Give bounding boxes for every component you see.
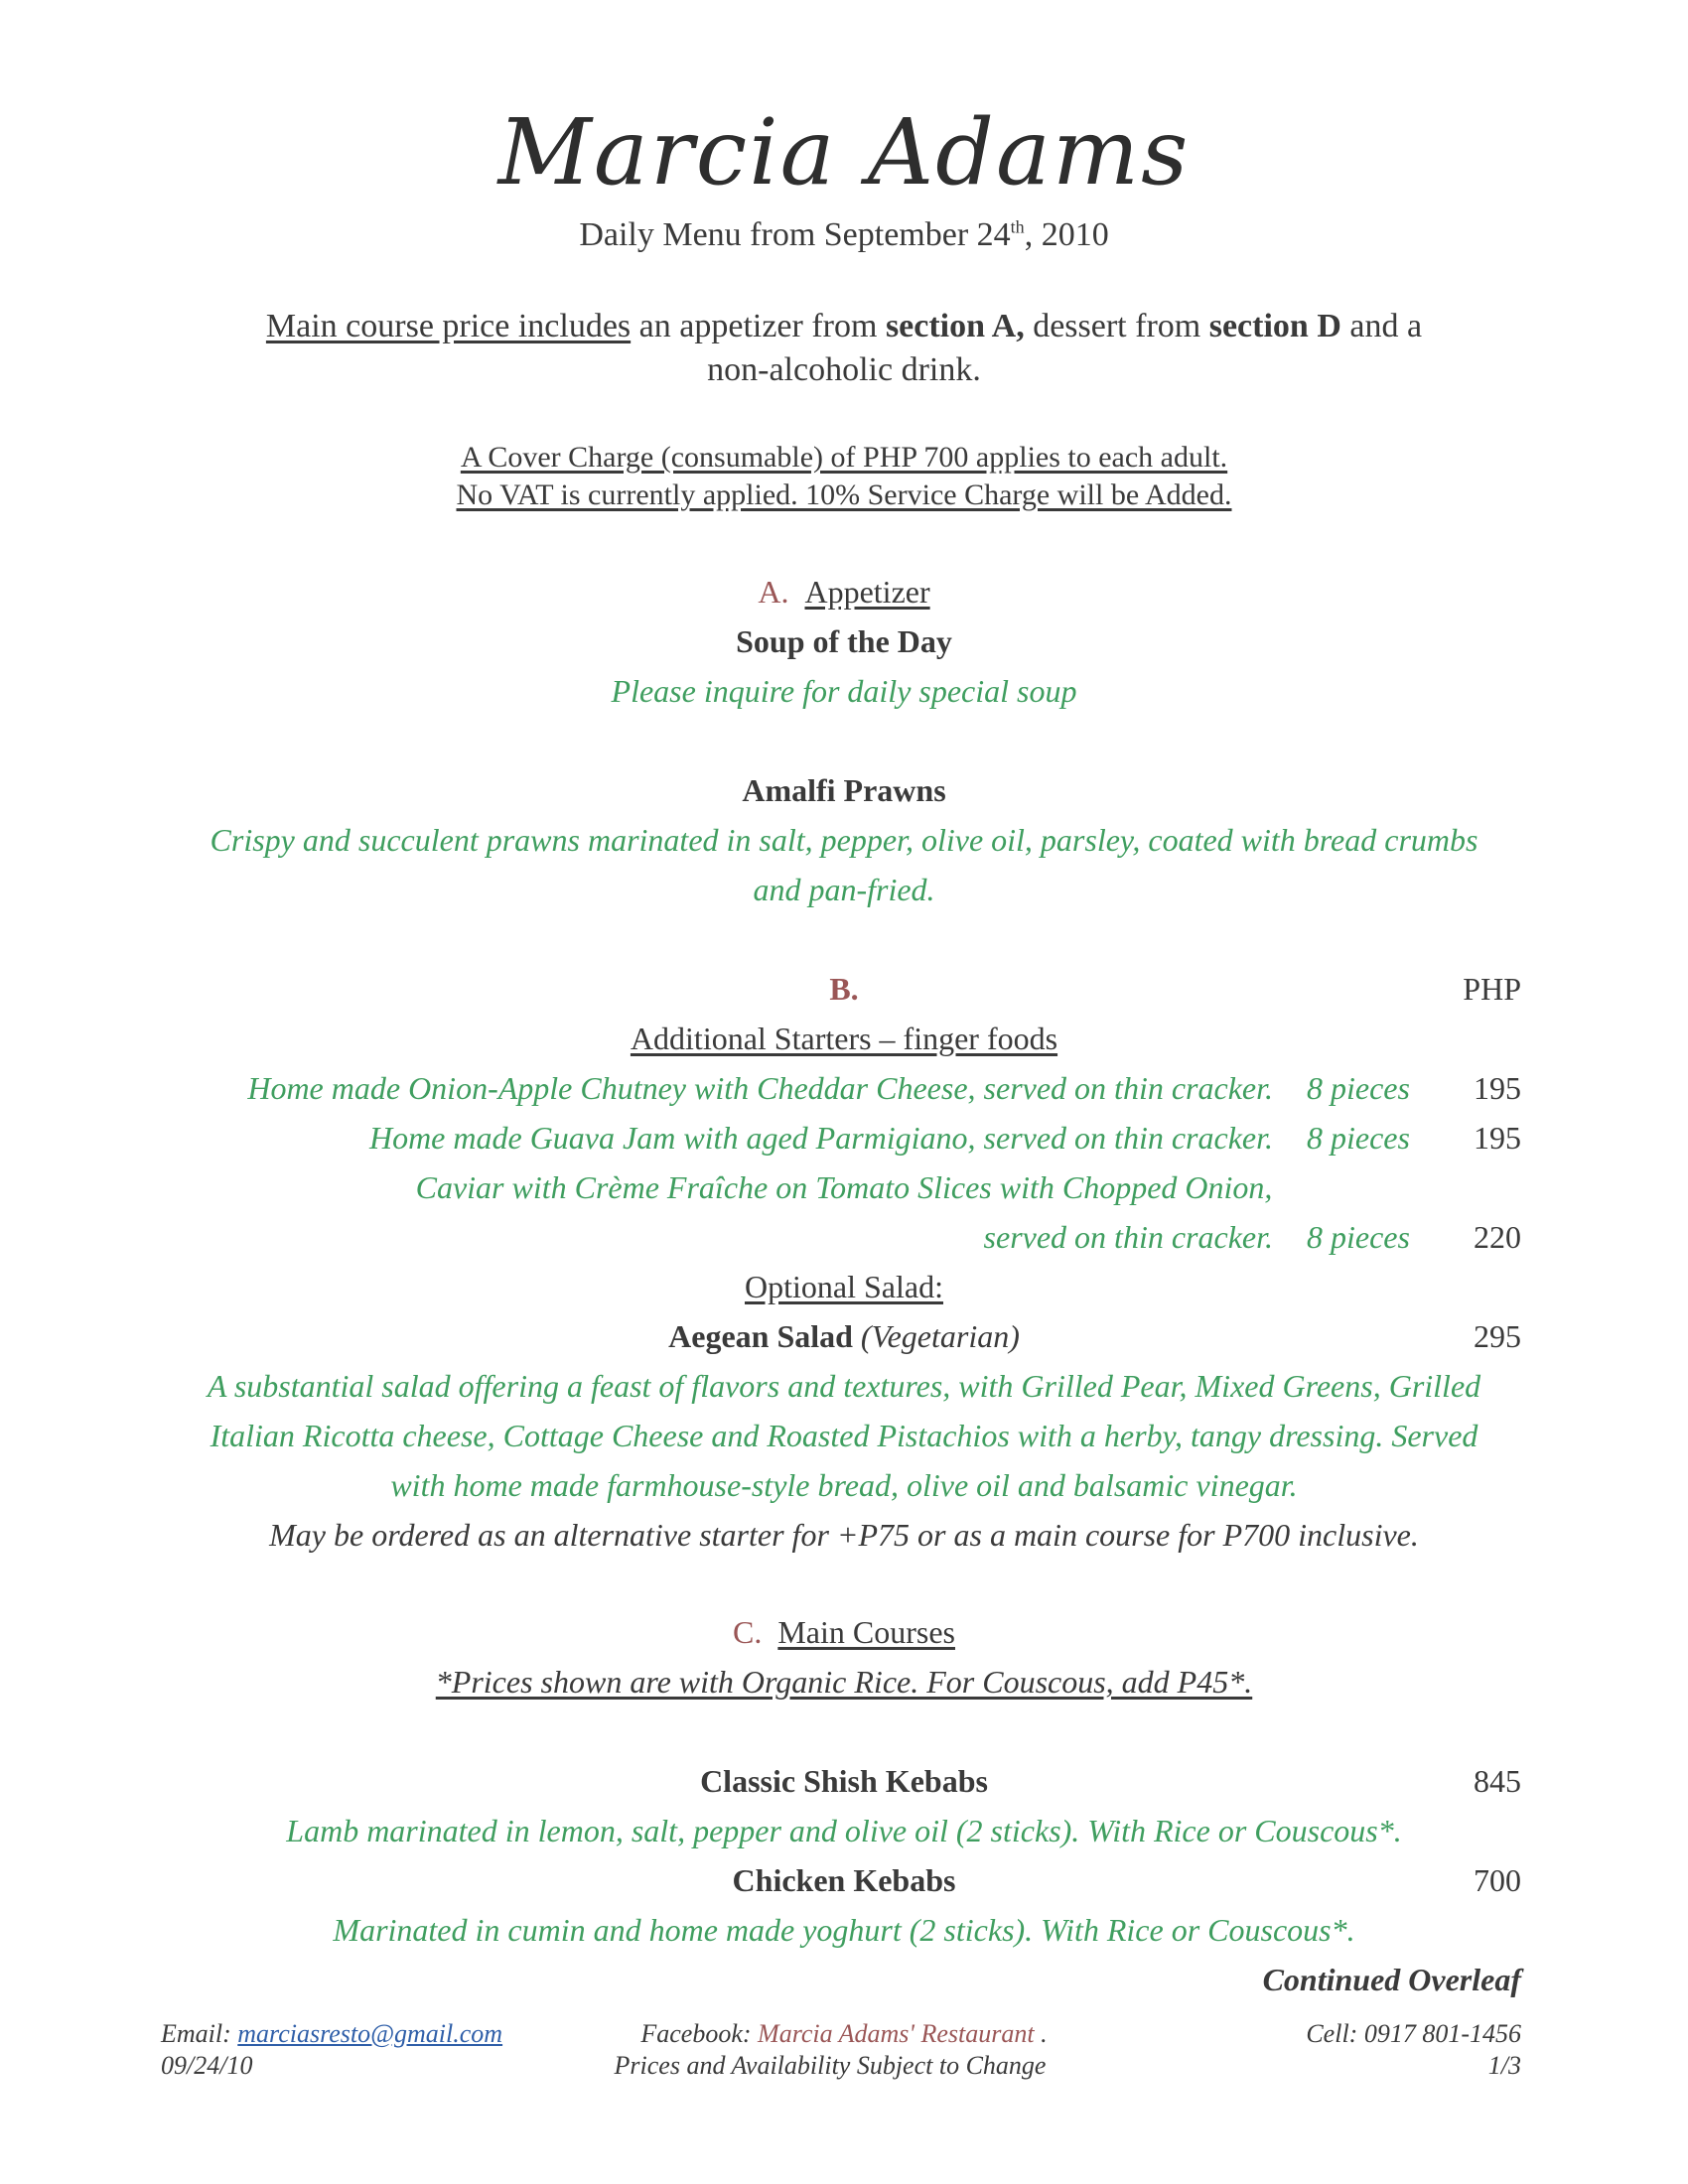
shish-kebab-name: Classic Shish Kebabs xyxy=(700,1763,988,1799)
intro-line-2: non-alcoholic drink. xyxy=(707,351,981,388)
section-c-heading: C. Main Courses xyxy=(733,1614,955,1650)
restaurant-name: Marcia Adams xyxy=(497,99,1191,205)
soup-name: Soup of the Day xyxy=(736,623,952,659)
footer-email: Email: marciasresto@gmail.com xyxy=(161,2019,503,2048)
prawns-desc-2: and pan-fried. xyxy=(753,872,935,907)
salad-heading: Aegean Salad (Vegetarian) xyxy=(668,1318,1020,1354)
vat-line: No VAT is currently applied. 10% Service Charge will be Added. xyxy=(456,478,1232,511)
salad-price: 295 xyxy=(1474,1318,1521,1354)
facebook-link[interactable]: Marcia Adams' Restaurant xyxy=(758,2019,1035,2048)
prawns-desc-1: Crispy and succulent prawns marinated in salt, pepper, olive oil, parsley, coated with bread crumbs xyxy=(210,822,1478,858)
prawns-name: Amalfi Prawns xyxy=(742,772,946,808)
section-c-note: *Prices shown are with Organic Rice. For Couscous, add P45*. xyxy=(435,1664,1253,1700)
starter-desc-3a: Caviar with Crème Fraîche on Tomato Slices with Chopped Onion, xyxy=(415,1169,1273,1205)
section-b-letter: B. xyxy=(829,971,859,1007)
starter-pieces-2: 8 pieces xyxy=(1307,1120,1410,1156)
chicken-kebab-desc: Marinated in cumin and home made yoghurt (2 sticks). With Rice or Couscous*. xyxy=(333,1912,1355,1948)
footer-date: 09/24/10 xyxy=(161,2051,253,2080)
cover-charge-line: A Cover Charge (consumable) of PHP 700 applies to each adult. xyxy=(460,441,1228,474)
chicken-kebab-price: 700 xyxy=(1474,1862,1521,1898)
starter-desc-1: Home made Onion-Apple Chutney with Cheddar Cheese, served on thin cracker. xyxy=(247,1070,1273,1106)
chicken-kebab-name: Chicken Kebabs xyxy=(732,1862,956,1898)
starter-desc-2: Home made Guava Jam with aged Parmigiano, served on thin cracker. xyxy=(368,1120,1273,1156)
salad-desc-3: with home made farmhouse-style bread, olive oil and balsamic vinegar. xyxy=(390,1467,1298,1503)
shish-kebab-desc: Lamb marinated in lemon, salt, pepper and olive oil (2 sticks). With Rice or Couscous*. xyxy=(286,1813,1402,1848)
starter-desc-3b: served on thin cracker. xyxy=(983,1219,1273,1255)
footer-prices-note: Prices and Availability Subject to Change xyxy=(614,2051,1047,2080)
salad-note: May be ordered as an alternative starter for +P75 or as a main course for P700 inclusive. xyxy=(269,1517,1419,1553)
starter-pieces-1: 8 pieces xyxy=(1307,1070,1410,1106)
starter-price-2: 195 xyxy=(1474,1120,1521,1156)
footer-cell: Cell: 0917 801-1456 xyxy=(1306,2019,1521,2048)
email-link[interactable]: marciasresto@gmail.com xyxy=(237,2019,503,2048)
starter-pieces-3: 8 pieces xyxy=(1307,1219,1410,1255)
soup-desc: Please inquire for daily special soup xyxy=(611,673,1077,709)
footer-facebook: Facebook: Marcia Adams' Restaurant . xyxy=(640,2019,1048,2048)
salad-desc-2: Italian Ricotta cheese, Cottage Cheese and Roasted Pistachios with a herby, tangy dressing. Served xyxy=(210,1418,1478,1453)
starter-price-1: 195 xyxy=(1474,1070,1521,1106)
currency-header: PHP xyxy=(1463,971,1521,1007)
section-a-heading: A. Appetizer xyxy=(758,574,930,610)
starter-price-3: 220 xyxy=(1474,1219,1521,1255)
optional-salad-title: Optional Salad: xyxy=(745,1269,943,1304)
intro-line-1: Main course price includes an appetizer from section A, dessert from section D and a xyxy=(265,308,1423,344)
footer-page-number: 1/3 xyxy=(1487,2051,1521,2080)
shish-kebab-price: 845 xyxy=(1474,1763,1521,1799)
continued-overleaf: Continued Overleaf xyxy=(1262,1962,1521,1997)
salad-desc-1: A substantial salad offering a feast of flavors and textures, with Grilled Pear, Mixed Greens, Grilled xyxy=(207,1368,1481,1404)
section-b-title: Additional Starters – finger foods xyxy=(630,1021,1058,1056)
daily-menu-date: Daily Menu from September 24th, 2010 xyxy=(579,216,1109,253)
